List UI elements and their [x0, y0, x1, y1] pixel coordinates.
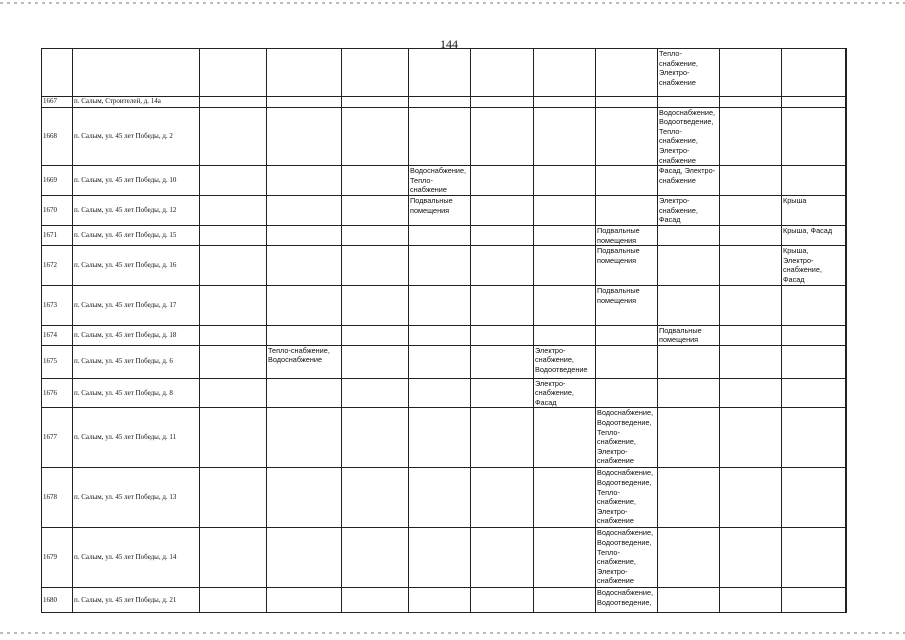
work-cell — [534, 325, 596, 345]
row-number: 1673 — [42, 286, 73, 325]
work-cell — [720, 97, 782, 108]
row-number: 1676 — [42, 378, 73, 408]
work-cell — [471, 107, 534, 166]
work-cell — [534, 196, 596, 226]
work-cell — [200, 97, 267, 108]
work-cell — [846, 588, 847, 613]
table-row — [42, 49, 847, 97]
work-cell — [846, 246, 847, 286]
work-cell — [409, 345, 471, 378]
work-cell — [200, 166, 267, 196]
work-cell — [658, 97, 720, 108]
work-cell — [471, 196, 534, 226]
work-cell — [720, 408, 782, 468]
work-cell — [342, 588, 409, 613]
work-cell — [200, 246, 267, 286]
work-cell — [596, 325, 658, 345]
work-cell — [200, 325, 267, 345]
work-cell — [596, 196, 658, 226]
work-cell — [409, 49, 471, 97]
table-row — [42, 246, 847, 286]
work-cell — [471, 225, 534, 245]
work-cell — [846, 97, 847, 108]
table-row — [42, 325, 847, 345]
table-row — [42, 588, 847, 613]
row-number: 1677 — [42, 408, 73, 468]
work-cell: Крыша — [782, 196, 846, 226]
work-cell — [342, 97, 409, 108]
row-number: 1680 — [42, 588, 73, 613]
work-cell — [409, 246, 471, 286]
work-cell — [720, 286, 782, 325]
work-cell — [409, 107, 471, 166]
work-cell: Подвальные помещения — [596, 286, 658, 325]
work-cell — [342, 345, 409, 378]
row-address: п. Салым, ул. 45 лет Победы, д. 10 — [73, 166, 200, 196]
work-cell — [409, 225, 471, 245]
work-cell — [267, 408, 342, 468]
work-cell — [846, 528, 847, 588]
work-cell — [846, 286, 847, 325]
row-number: 1672 — [42, 246, 73, 286]
work-cell — [200, 345, 267, 378]
work-cell — [782, 378, 846, 408]
register-body — [42, 49, 847, 613]
work-cell — [534, 97, 596, 108]
work-cell — [720, 225, 782, 245]
work-cell — [534, 49, 596, 97]
work-cell — [409, 97, 471, 108]
work-cell — [720, 325, 782, 345]
work-cell — [782, 97, 846, 108]
work-cell — [720, 107, 782, 166]
work-cell: Подвальные помещения — [409, 196, 471, 226]
table-row — [42, 97, 847, 108]
table-row — [42, 225, 847, 245]
row-address: п. Салым, ул. 45 лет Победы, д. 15 — [73, 225, 200, 245]
work-cell — [658, 378, 720, 408]
work-cell — [267, 49, 342, 97]
work-cell — [658, 468, 720, 528]
work-cell — [342, 468, 409, 528]
row-address: п. Салым, ул. 45 лет Победы, д. 17 — [73, 286, 200, 325]
work-cell — [471, 49, 534, 97]
work-cell — [267, 286, 342, 325]
work-cell — [846, 378, 847, 408]
row-address: п. Салым, ул. 45 лет Победы, д. 2 — [73, 107, 200, 166]
row-number: 1679 — [42, 528, 73, 588]
work-cell — [782, 107, 846, 166]
work-cell — [471, 588, 534, 613]
work-cell: Крыша, Фасад — [782, 225, 846, 245]
work-cell: Тепло-снабжение, Водоснабжение — [267, 345, 342, 378]
work-cell: Электро- снабжение, Фасад — [534, 378, 596, 408]
work-cell — [267, 468, 342, 528]
row-address: п. Салым, ул. 45 лет Победы, д. 14 — [73, 528, 200, 588]
work-cell — [409, 408, 471, 468]
work-cell — [658, 588, 720, 613]
work-cell — [846, 196, 847, 226]
row-address: п. Салым, ул. 45 лет Победы, д. 21 — [73, 588, 200, 613]
work-cell — [782, 286, 846, 325]
work-cell — [720, 49, 782, 97]
work-cell — [342, 325, 409, 345]
work-cell — [720, 166, 782, 196]
work-cell — [267, 107, 342, 166]
work-cell — [658, 225, 720, 245]
work-cell — [267, 528, 342, 588]
work-cell — [846, 166, 847, 196]
table-row — [42, 468, 847, 528]
row-address: п. Салым, ул. 45 лет Победы, д. 12 — [73, 196, 200, 226]
work-cell — [596, 378, 658, 408]
row-number: 1674 — [42, 325, 73, 345]
table-row — [42, 408, 847, 468]
row-address: п. Салым, ул. 45 лет Победы, д. 18 — [73, 325, 200, 345]
work-cell — [658, 345, 720, 378]
table-row — [42, 345, 847, 378]
table-row — [42, 166, 847, 196]
work-cell — [471, 468, 534, 528]
work-cell — [782, 166, 846, 196]
work-cell — [409, 325, 471, 345]
work-cell — [471, 286, 534, 325]
table-row — [42, 196, 847, 226]
work-cell: Тепло- снабжение, Электро- снабжение — [658, 49, 720, 97]
work-cell — [471, 97, 534, 108]
table-row — [42, 286, 847, 325]
work-cell — [471, 528, 534, 588]
work-cell — [200, 528, 267, 588]
row-number: 1671 — [42, 225, 73, 245]
row-address: п. Салым, ул. 45 лет Победы, д. 16 — [73, 246, 200, 286]
work-cell — [720, 468, 782, 528]
work-cell — [342, 408, 409, 468]
work-cell — [267, 325, 342, 345]
work-cell — [596, 166, 658, 196]
work-cell — [596, 49, 658, 97]
work-cell — [534, 528, 596, 588]
work-cell: Подвальные помещения — [658, 325, 720, 345]
work-cell — [534, 107, 596, 166]
work-cell — [534, 408, 596, 468]
table-row — [42, 528, 847, 588]
work-cell — [782, 345, 846, 378]
work-cell — [846, 345, 847, 378]
row-address — [73, 49, 200, 97]
work-cell — [409, 588, 471, 613]
work-cell — [471, 378, 534, 408]
work-cell — [342, 107, 409, 166]
work-cell: Водоснабжение, Водоотведение, Тепло- снабжение, Электро- снабжение — [596, 528, 658, 588]
work-cell — [342, 225, 409, 245]
work-cell — [782, 468, 846, 528]
row-number — [42, 49, 73, 97]
work-cell — [267, 196, 342, 226]
work-cell — [267, 97, 342, 108]
row-address: п. Салым, Строителей, д. 14а — [73, 97, 200, 108]
work-cell — [782, 49, 846, 97]
work-cell — [534, 588, 596, 613]
work-cell — [471, 325, 534, 345]
work-cell: Фасад, Электро- снабжение — [658, 166, 720, 196]
work-cell — [471, 246, 534, 286]
row-number: 1667 — [42, 97, 73, 108]
work-cell — [534, 286, 596, 325]
work-cell — [596, 107, 658, 166]
work-cell — [267, 166, 342, 196]
work-cell — [200, 588, 267, 613]
work-cell — [846, 49, 847, 97]
work-cell — [720, 378, 782, 408]
work-cell — [596, 345, 658, 378]
work-cell — [534, 468, 596, 528]
work-cell: Подвальные помещения — [596, 246, 658, 286]
work-cell — [200, 225, 267, 245]
work-cell — [782, 325, 846, 345]
work-cell — [471, 408, 534, 468]
work-cell — [200, 408, 267, 468]
work-cell — [342, 378, 409, 408]
row-address: п. Салым, ул. 45 лет Победы, д. 6 — [73, 345, 200, 378]
work-cell: Подвальные помещения — [596, 225, 658, 245]
page-number: 144 — [440, 37, 458, 51]
work-cell — [200, 196, 267, 226]
table-row — [42, 107, 847, 166]
work-cell — [200, 49, 267, 97]
work-cell — [782, 588, 846, 613]
work-cell — [720, 345, 782, 378]
work-cell — [720, 246, 782, 286]
work-cell — [342, 166, 409, 196]
work-cell — [342, 49, 409, 97]
row-number: 1675 — [42, 345, 73, 378]
work-cell — [267, 588, 342, 613]
work-cell: Водоснабжение, Водоотведение, — [596, 588, 658, 613]
work-cell — [658, 408, 720, 468]
work-cell — [409, 468, 471, 528]
work-cell: Водоснабжение, Водоотведение, Тепло- снабжение, Электро- снабжение — [596, 468, 658, 528]
row-address: п. Салым, ул. 45 лет Победы, д. 11 — [73, 408, 200, 468]
work-cell — [267, 225, 342, 245]
work-cell — [267, 246, 342, 286]
work-cell — [409, 378, 471, 408]
row-number: 1670 — [42, 196, 73, 226]
scan-edge-bottom — [0, 632, 905, 634]
register-table — [41, 48, 847, 613]
work-cell — [846, 408, 847, 468]
work-cell — [342, 246, 409, 286]
work-cell — [342, 528, 409, 588]
work-cell — [596, 97, 658, 108]
scan-edge-top — [0, 2, 905, 4]
work-cell — [200, 468, 267, 528]
row-address: п. Салым, ул. 45 лет Победы, д. 13 — [73, 468, 200, 528]
work-cell — [471, 166, 534, 196]
work-cell — [658, 286, 720, 325]
work-cell — [846, 468, 847, 528]
work-cell — [409, 286, 471, 325]
work-cell — [846, 325, 847, 345]
work-cell — [267, 378, 342, 408]
work-cell: Электро- снабжение, Водоотведение — [534, 345, 596, 378]
work-cell — [658, 246, 720, 286]
work-cell — [200, 286, 267, 325]
table-row — [42, 378, 847, 408]
work-cell — [782, 528, 846, 588]
work-cell — [658, 528, 720, 588]
work-cell — [342, 196, 409, 226]
work-cell — [409, 528, 471, 588]
work-cell — [534, 246, 596, 286]
work-cell — [471, 345, 534, 378]
work-cell: Водоснабжение, Водоотведение, Тепло- снабжение, Электро- снабжение — [596, 408, 658, 468]
work-cell — [200, 378, 267, 408]
work-cell — [534, 166, 596, 196]
work-cell: Водоснабжение, Тепло- снабжение — [409, 166, 471, 196]
row-number: 1678 — [42, 468, 73, 528]
work-cell: Водоснабжение, Водоотведение, Тепло- снабжение, Электро- снабжение — [658, 107, 720, 166]
work-cell — [342, 286, 409, 325]
row-number: 1668 — [42, 107, 73, 166]
work-cell — [846, 225, 847, 245]
work-cell: Крыша, Электро- снабжение, Фасад — [782, 246, 846, 286]
work-cell — [200, 107, 267, 166]
work-cell: Электро- снабжение, Фасад — [658, 196, 720, 226]
work-cell — [782, 408, 846, 468]
work-cell — [720, 196, 782, 226]
work-cell — [720, 528, 782, 588]
row-address: п. Салым, ул. 45 лет Победы, д. 8 — [73, 378, 200, 408]
work-cell — [534, 225, 596, 245]
row-number: 1669 — [42, 166, 73, 196]
work-cell — [720, 588, 782, 613]
work-cell — [846, 107, 847, 166]
